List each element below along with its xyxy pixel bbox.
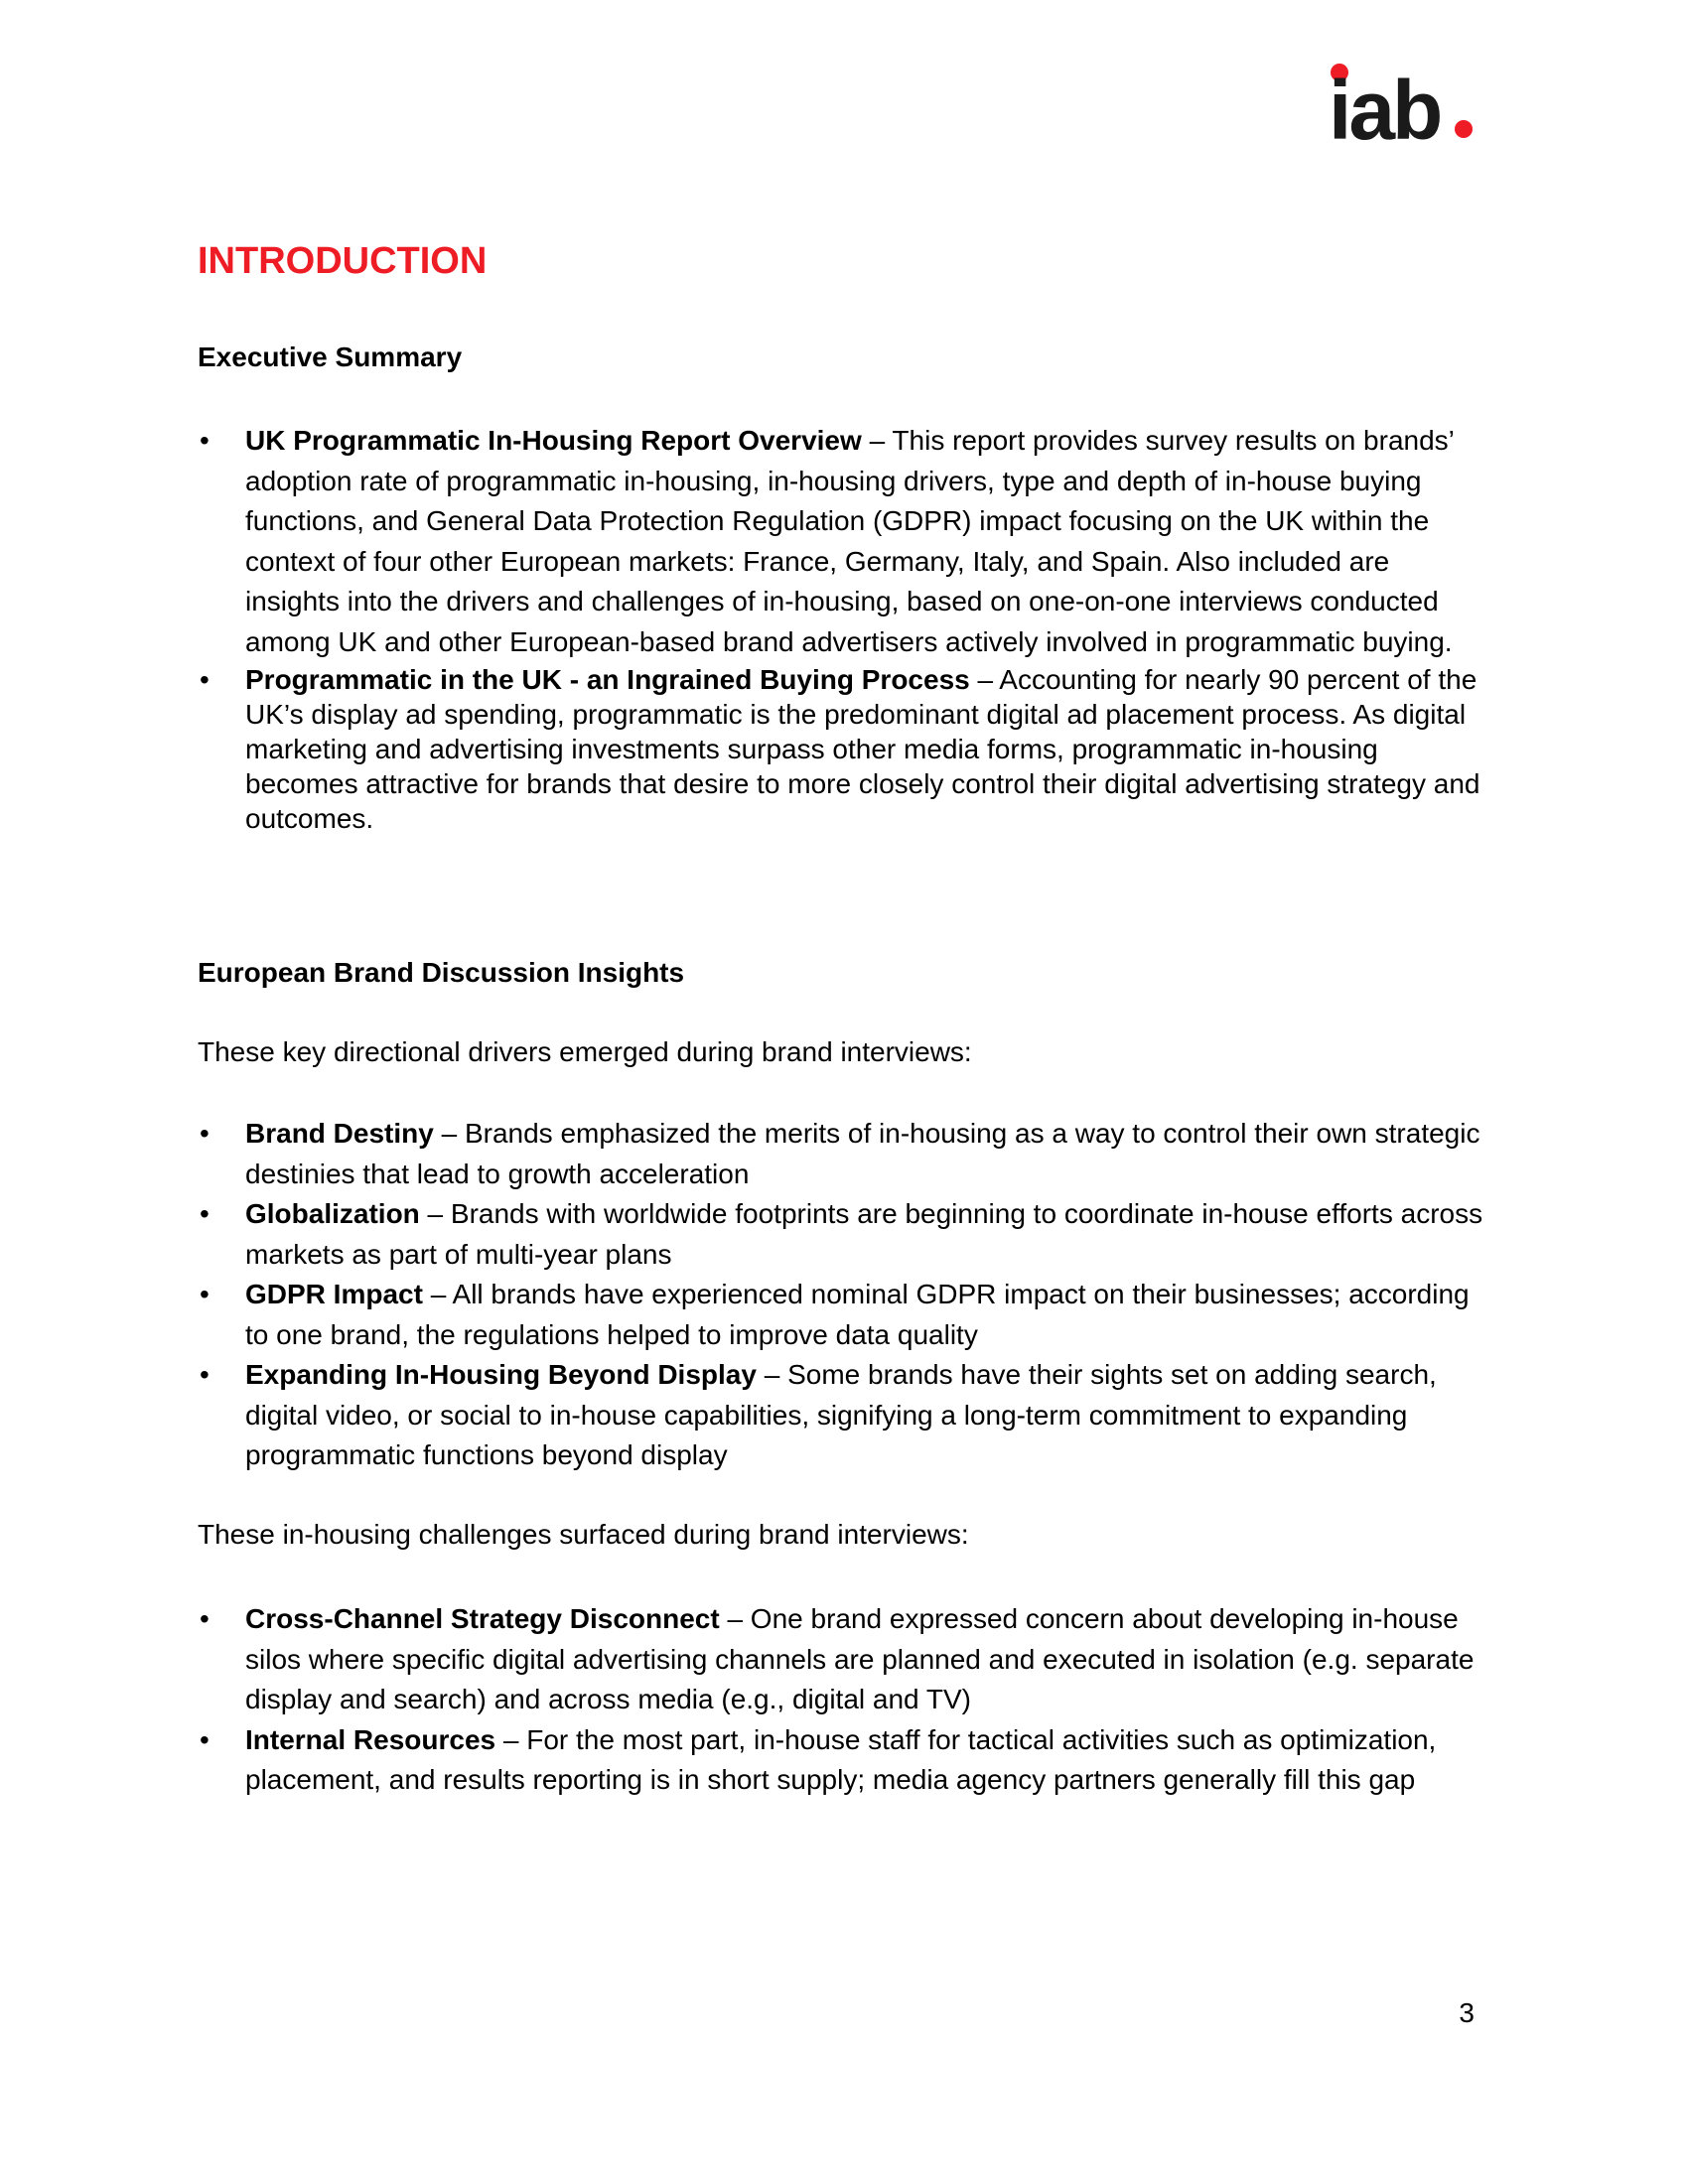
list-item xyxy=(198,1194,1488,1275)
list-item xyxy=(198,662,1488,836)
iab-logo xyxy=(1327,62,1477,147)
bullet-lead: Programmatic in the UK - an Ingrained Buying Process xyxy=(245,664,970,695)
bullet-text: – Some brands have their sights set on adding search, digital video, or social to in-house capabilities, signifying a long-term commitment to expanding programmatic functions beyond display xyxy=(245,1359,1437,1470)
challenges-intro: These in-housing challenges surfaced during brand interviews: xyxy=(198,1519,969,1550)
bullet-lead: Expanding In-Housing Beyond Display xyxy=(245,1359,757,1390)
page-number: 3 xyxy=(1459,1997,1475,2028)
bullet-lead: GDPR Impact xyxy=(245,1279,423,1309)
bullet-text: – This report provides survey results on brands’ adoption rate of programmatic in-housing, in-housing drivers, type and depth of in-house buying functions, and General Data Protection Regulation (GDPR) impact focusing on the UK within the context of four other European markets: France, Germany, Italy, and Spain. Also included are insights into the drivers and challenges of in-housing, based on one-on-one interviews conducted among UK and other European-based brand advertisers actively involved in programmatic buying. xyxy=(245,425,1454,657)
list-item xyxy=(198,1720,1488,1801)
bullet-icon: • xyxy=(200,1279,210,1309)
list-item xyxy=(198,1599,1488,1720)
bullet-text: – Brands with worldwide footprints are beginning to coordinate in-house efforts across markets as part of multi-year plans xyxy=(245,1198,1483,1270)
bullet-lead: Brand Destiny xyxy=(245,1118,434,1149)
bullet-icon: • xyxy=(200,1723,210,1755)
bullet-icon: • xyxy=(200,664,210,695)
list-item xyxy=(198,1275,1488,1355)
european-insights-heading: European Brand Discussion Insights xyxy=(198,957,685,988)
bullet-lead: UK Programmatic In-Housing Report Overview xyxy=(245,425,862,456)
drivers-intro: These key directional drivers emerged during brand interviews: xyxy=(198,1036,972,1067)
bullet-icon: • xyxy=(200,1198,210,1229)
bullet-text: – For the most part, in-house staff for tactical activities such as optimization, placement, and results reporting is in short supply; media agency partners generally fill this gap xyxy=(245,1723,1437,1795)
bullet-text: – Brands emphasized the merits of in-housing as a way to control their own strategic destinies that lead to growth acceleration xyxy=(245,1118,1480,1189)
executive-summary-heading: Executive Summary xyxy=(198,341,463,372)
list-item xyxy=(198,1114,1488,1194)
list-item xyxy=(198,1355,1488,1476)
svg-text:iab: iab xyxy=(1329,64,1441,147)
challenges-list xyxy=(198,1599,1488,1801)
bullet-icon: • xyxy=(200,425,210,456)
bullet-icon: • xyxy=(200,1359,210,1390)
bullet-text: – Accounting for nearly 90 percent of the UK’s display ad spending, programmatic is the predominant digital ad placement process. As digital marketing and advertising investments surpass other media forms, programmatic in-housing becomes attractive for brands that desire to more closely control their digital advertising strategy and outcomes. xyxy=(245,664,1480,834)
bullet-lead: Internal Resources xyxy=(245,1723,496,1755)
bullet-text: – All brands have experienced nominal GDPR impact on their businesses; according to one brand, the regulations helped to improve data quality xyxy=(245,1279,1470,1350)
executive-summary-list xyxy=(198,421,1488,836)
bullet-text: – One brand expressed concern about developing in-house silos where specific digital advertising channels are planned and executed in isolation (e.g. separate display and search) and across media (e.g., digital and TV) xyxy=(245,1603,1475,1714)
drivers-list xyxy=(198,1114,1488,1476)
bullet-icon: • xyxy=(200,1118,210,1149)
bullet-lead: Cross-Channel Strategy Disconnect xyxy=(245,1603,720,1634)
list-item xyxy=(198,421,1488,662)
bullet-icon: • xyxy=(200,1603,210,1634)
page-title: INTRODUCTION xyxy=(198,240,488,282)
bullet-lead: Globalization xyxy=(245,1198,420,1229)
